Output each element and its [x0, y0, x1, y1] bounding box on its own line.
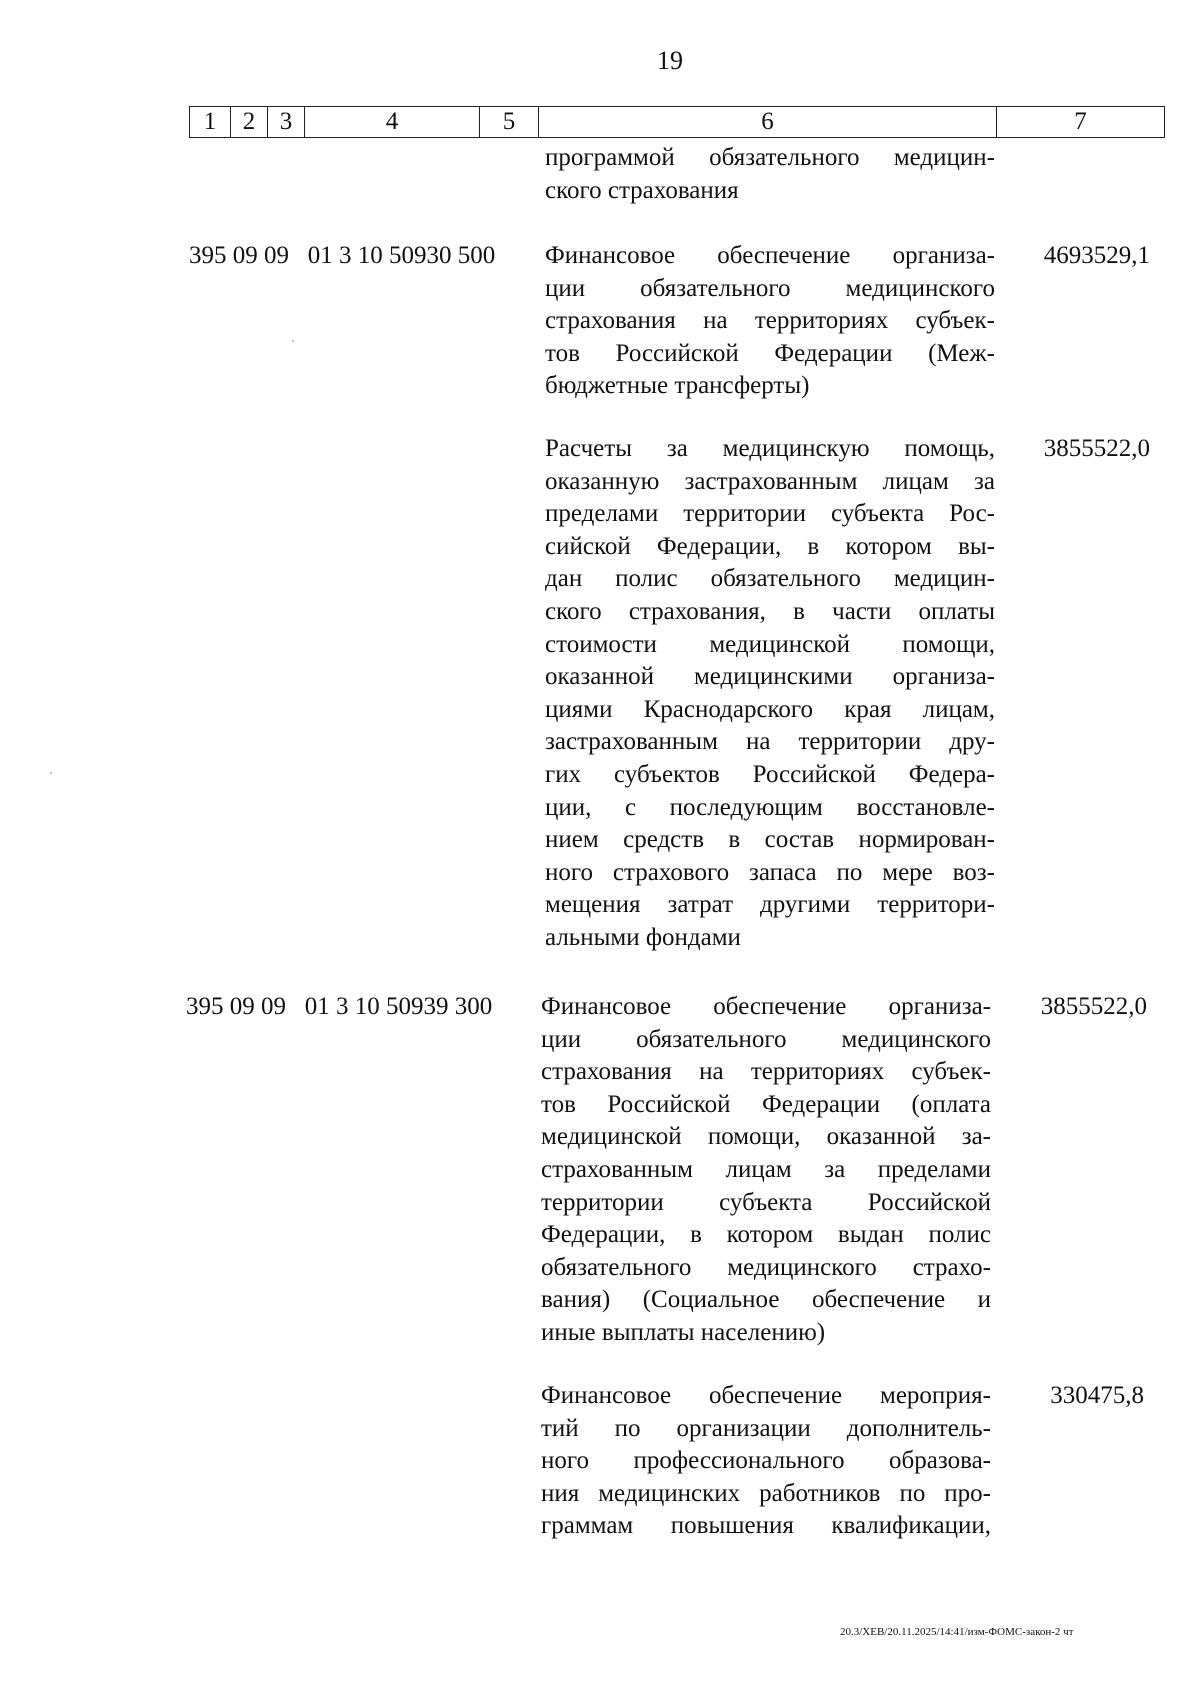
- row-description: [541, 1380, 991, 1543]
- description-line: оказанную застрахованным лицам за: [545, 467, 995, 495]
- description-line: страхования на территориях субъек-: [545, 307, 995, 335]
- description-line: бюджетные трансферты): [545, 372, 810, 400]
- description-line: Расчеты за медицинскую помощь,: [545, 435, 995, 462]
- row-amount: 3855522,0: [1040, 993, 1147, 1020]
- row-description: [545, 433, 995, 955]
- page-number: 19: [657, 46, 683, 75]
- description-line: ции, с последующим восстановле-: [545, 793, 995, 821]
- description-line: тов Российской Федерации (Меж-: [545, 339, 995, 367]
- budget-classification-codes: 395 09 09 01 3 10 50930 500: [189, 242, 496, 269]
- description-line: вания) (Социальное обеспечение и: [541, 1286, 991, 1314]
- description-line: ского страхования, в части оплаты: [545, 597, 995, 625]
- description-line: тов Российской Федерации (оплата: [541, 1090, 991, 1118]
- description-line: ного профессионального образова-: [541, 1447, 991, 1475]
- description-line: тий по организации дополнитель-: [541, 1414, 991, 1442]
- description-line: граммам повышения квалификации,: [541, 1512, 991, 1540]
- column-header-5: 5: [480, 107, 539, 138]
- row-description: [541, 991, 991, 1350]
- document-footer-reference: 20.3/ХЕВ/20.11.2025/14:41/изм-ФОМС-закон-2 чт: [840, 1626, 1074, 1638]
- column-header-3: 3: [268, 107, 305, 138]
- row-description: [545, 240, 995, 403]
- description-line: страхования на территориях субъек-: [541, 1058, 991, 1086]
- description-line: ного страхового запаса по мере воз-: [545, 858, 995, 886]
- row-codes: [189, 240, 495, 272]
- scan-speck: [292, 340, 294, 342]
- description-line: медицинской помощи, оказанной за-: [541, 1123, 991, 1151]
- description-line: Федерации, в котором выдан полис: [541, 1221, 991, 1249]
- description-line: нием средств в состав нормирован-: [545, 826, 995, 854]
- description-line: оказанной медицинскими организа-: [545, 663, 995, 691]
- row-amount: 330475,8: [1050, 1382, 1144, 1409]
- column-header-4: 4: [305, 107, 480, 138]
- description-line: мещения затрат другими территори-: [545, 891, 995, 919]
- column-header-1: 1: [190, 107, 231, 138]
- description-line: пределами территории субъекта Рос-: [545, 500, 995, 528]
- description-line: сийской Федерации, в котором вы-: [545, 532, 995, 560]
- row-codes: [186, 991, 492, 1023]
- description-line: альными фондами: [545, 923, 741, 951]
- continuation-description: [545, 142, 995, 207]
- description-line: ского страхования: [545, 176, 739, 204]
- column-header-table: [189, 106, 1165, 138]
- column-header-6: 6: [539, 107, 997, 138]
- description-line: программой обязательного медицин-: [545, 144, 995, 171]
- description-line: стоимости медицинской помощи,: [545, 630, 995, 658]
- description-line: страхованным лицам за пределами: [541, 1155, 991, 1183]
- description-line: застрахованным на территории дру-: [545, 728, 995, 756]
- description-line: ции обязательного медицинского: [541, 1025, 991, 1053]
- column-header-7: 7: [997, 107, 1165, 138]
- scan-speck: [50, 772, 52, 774]
- budget-classification-codes: 395 09 09 01 3 10 50939 300: [186, 993, 493, 1020]
- row-amount: 4693529,1: [1043, 242, 1150, 269]
- description-line: дан полис обязательного медицин-: [545, 565, 995, 593]
- description-line: обязательного медицинского страхо-: [541, 1253, 991, 1281]
- description-line: иные выплаты населению): [541, 1318, 826, 1346]
- description-line: ции обязательного медицинского: [545, 274, 995, 302]
- description-line: Финансовое обеспечение организа-: [541, 993, 991, 1020]
- column-header-2: 2: [231, 107, 268, 138]
- description-line: ния медицинских работников по про-: [541, 1479, 991, 1507]
- description-line: территории субъекта Российской: [541, 1188, 991, 1216]
- description-line: Финансовое обеспечение мероприя-: [541, 1382, 991, 1409]
- description-line: циями Краснодарского края лицам,: [545, 695, 995, 723]
- row-amount: 3855522,0: [1043, 435, 1150, 462]
- description-line: гих субъектов Российской Федера-: [545, 760, 995, 788]
- description-line: Финансовое обеспечение организа-: [545, 242, 995, 269]
